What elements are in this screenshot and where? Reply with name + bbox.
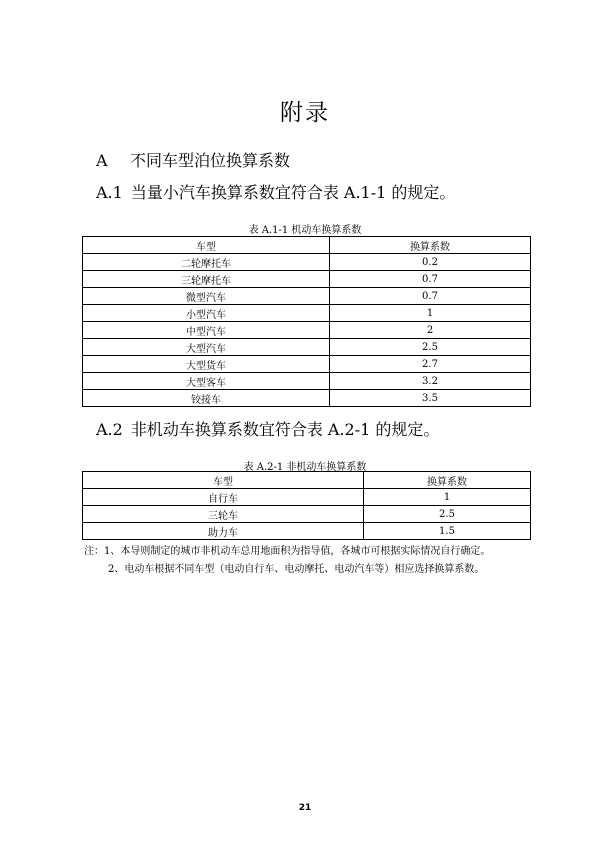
coefficient-cell: 2.5 [364,506,531,523]
vehicle-type-cell: 微型汽车 [83,288,330,305]
vehicle-type-cell: 铰接车 [83,390,330,407]
table-a2 [82,471,531,540]
section-heading-a [96,148,290,171]
clause-a2-code: A.2 [96,420,123,439]
table-header-row [83,237,531,254]
vehicle-type-cell: 大型客车 [83,373,330,390]
coefficient-cell: 3.5 [330,390,531,407]
coefficient-cell: 2.5 [330,339,531,356]
page-number: 21 [298,803,312,813]
table-row [83,373,531,390]
coefficient-cell: 1.5 [364,523,531,540]
vehicle-type-cell: 三轮摩托车 [83,271,330,288]
clause-a1-text: 当量小汽车换算系数宜符合表 A.1-1 的规定。 [130,183,456,202]
column-header-coefficient: 换算系数 [364,472,531,489]
section-code: A [96,151,108,170]
table-row [83,390,531,407]
vehicle-type-cell: 大型货车 [83,356,330,373]
column-header-vehicle-type: 车型 [83,237,330,254]
vehicle-type-cell: 助力车 [83,523,364,540]
table-a1 [82,236,531,407]
table-row [83,254,531,271]
coefficient-cell: 3.2 [330,373,531,390]
table-notes [84,543,490,579]
coefficient-cell: 2.7 [330,356,531,373]
table-row [83,339,531,356]
table-row [83,506,531,523]
table-row [83,288,531,305]
table-header-row [83,472,531,489]
table-row [83,322,531,339]
table-row [83,489,531,506]
clause-a1-code: A.1 [96,183,123,202]
table-row [83,356,531,373]
table-a1-caption: 表 A.1-1 机动车换算系数 [248,225,362,236]
clause-a1 [96,180,455,203]
vehicle-type-cell: 自行车 [83,489,364,506]
coefficient-cell: 0.2 [330,254,531,271]
note-line-2: 2、电动车根据不同车型（电动自行车、电动摩托、电动汽车等）相应选择换算系数。 [108,564,485,575]
table-row [83,523,531,540]
coefficient-cell: 1 [364,489,531,506]
table-a2-caption: 表 A.2-1 非机动车换算系数 [243,462,367,473]
vehicle-type-cell: 大型汽车 [83,339,330,356]
clause-a2 [96,417,439,440]
note-line-1: 注：1、本导则制定的城市非机动车总用地面积为指导值，各城市可根据实际情况自行确定。 [84,546,491,557]
column-header-vehicle-type: 车型 [83,472,364,489]
coefficient-cell: 1 [330,305,531,322]
page-title: 附录 [280,100,330,126]
table-row [83,271,531,288]
clause-a2-text: 非机动车换算系数宜符合表 A.2-1 的规定。 [130,420,440,439]
coefficient-cell: 2 [330,322,531,339]
coefficient-cell: 0.7 [330,271,531,288]
section-title: 不同车型泊位换算系数 [130,151,291,170]
vehicle-type-cell: 小型汽车 [83,305,330,322]
column-header-coefficient: 换算系数 [330,237,531,254]
coefficient-cell: 0.7 [330,288,531,305]
vehicle-type-cell: 三轮车 [83,506,364,523]
vehicle-type-cell: 二轮摩托车 [83,254,330,271]
vehicle-type-cell: 中型汽车 [83,322,330,339]
table-row [83,305,531,322]
